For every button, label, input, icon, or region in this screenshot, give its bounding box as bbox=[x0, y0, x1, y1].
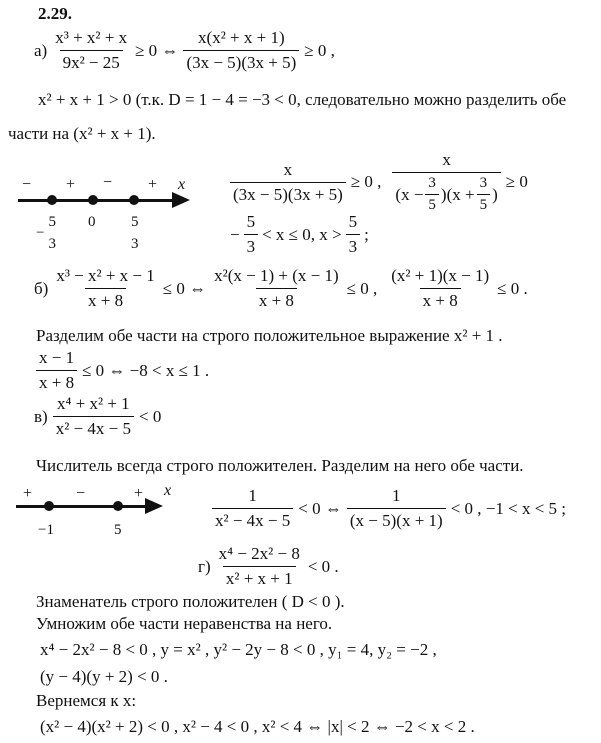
numerator: x bbox=[442, 150, 451, 169]
part-b-equation bbox=[34, 266, 528, 311]
numerator: x(x² + x + 1) bbox=[198, 28, 285, 47]
sign-label: + bbox=[148, 176, 158, 193]
relation: ≥ 0 , bbox=[304, 40, 335, 60]
sign-label: − bbox=[76, 485, 86, 502]
relation: ≤ 0 , bbox=[346, 278, 378, 298]
denominator: 3 bbox=[128, 233, 142, 253]
point bbox=[47, 195, 57, 205]
sign-label: − bbox=[22, 176, 32, 193]
part-g-text3: Вернемся к x: bbox=[36, 691, 137, 710]
part-a-note-line2: части на (x² + x + 1). bbox=[8, 124, 156, 143]
denominator bbox=[392, 172, 500, 214]
part-g-label: г) bbox=[198, 556, 211, 576]
relation: < 0 bbox=[138, 406, 162, 426]
sign-label: + bbox=[23, 485, 33, 502]
answer-text: ≤ 0 ⇔ −8 < x ≤ 1 . bbox=[82, 360, 210, 380]
relation: ≥ 0 , bbox=[350, 172, 382, 191]
numerator: 5 bbox=[48, 214, 56, 230]
relation: < 0 ⇔ bbox=[298, 498, 342, 518]
part-g-text1: Знаменатель строго положителен ( D < 0 ). bbox=[36, 592, 345, 611]
part-g-line3: (x² − 4)(x² + 2) < 0 , x² − 4 < 0 , x² < 4 ⇔ |x| < 2 ⇔ −2 < x < 2 . bbox=[40, 717, 475, 736]
denominator: x + 8 bbox=[36, 370, 77, 393]
denominator: 5 bbox=[477, 194, 491, 214]
minus-sign: − bbox=[230, 224, 240, 244]
numerator: 1 bbox=[392, 486, 401, 505]
axis-label: x bbox=[178, 176, 186, 193]
numerator: 3 bbox=[479, 175, 488, 191]
text: ) bbox=[492, 184, 498, 204]
fraction bbox=[52, 28, 130, 73]
relation: ≥ 0 ⇔ bbox=[135, 40, 179, 60]
part-a-note-line1: x² + x + 1 > 0 (т.к. D = 1 − 4 = −3 < 0, следовательно можно разделить обе bbox=[38, 90, 567, 109]
part-a-equation bbox=[34, 28, 335, 73]
relation: ≥ 0 bbox=[505, 172, 528, 191]
denominator: (3x − 5)(3x + 5) bbox=[183, 50, 299, 73]
part-g-equation bbox=[198, 544, 339, 589]
point bbox=[113, 501, 123, 511]
point-label bbox=[36, 214, 59, 253]
denominator: 9x² − 25 bbox=[60, 50, 123, 73]
point-label: 5 bbox=[114, 522, 122, 538]
point-label bbox=[128, 214, 142, 253]
relation: ≤ 0 ⇔ bbox=[162, 278, 207, 298]
relation: < 0 , −1 < x < 5 ; bbox=[450, 498, 567, 518]
point bbox=[44, 501, 54, 511]
part-g-text2: Умножим обе части неравенства на него. bbox=[36, 614, 333, 633]
denominator: x² + x + 1 bbox=[223, 566, 296, 589]
denominator: x + 8 bbox=[420, 288, 461, 311]
sign-label: − bbox=[103, 174, 113, 191]
arrow-icon bbox=[172, 192, 190, 208]
numerator: x bbox=[283, 159, 293, 179]
axis-label: x bbox=[164, 482, 172, 499]
part-g-line1: x⁴ − 2x² − 8 < 0 , y = x² , y² − 2y − 8 < 0 , y₁ = 4, y₂ = −2 , bbox=[40, 640, 437, 659]
sign-label: + bbox=[134, 485, 144, 502]
relation: < 0 . bbox=[307, 556, 339, 576]
part-a-step bbox=[230, 150, 528, 214]
text: (x − bbox=[395, 184, 424, 204]
part-a-answer bbox=[230, 212, 369, 257]
axis-line bbox=[16, 505, 151, 508]
relation: ≤ 0 . bbox=[497, 278, 528, 298]
part-b-label: б) bbox=[34, 278, 49, 298]
numerator: x³ + x² + x bbox=[55, 28, 128, 47]
denominator: x + 8 bbox=[85, 288, 126, 311]
numerator: x³ − x² + x − 1 bbox=[56, 266, 155, 285]
part-b-text: Разделим обе части на строго положительное выражение x² + 1 . bbox=[36, 326, 503, 345]
arrow-icon bbox=[145, 498, 163, 514]
numerator: 5 bbox=[348, 212, 358, 231]
numerator: x⁴ − 2x² − 8 bbox=[218, 544, 300, 563]
part-b-result bbox=[36, 348, 209, 393]
numerator: 3 bbox=[428, 175, 436, 191]
fraction bbox=[230, 160, 346, 205]
text: )(x + bbox=[440, 184, 475, 204]
denominator: x + 8 bbox=[256, 288, 297, 311]
point bbox=[129, 195, 139, 205]
point bbox=[88, 195, 98, 205]
numerator: 5 bbox=[246, 212, 256, 231]
part-v-text: Числитель всегда строго положителен. Разделим на него обе части. bbox=[36, 456, 524, 475]
answer-text: ; bbox=[364, 224, 369, 244]
part-v-equation bbox=[34, 394, 161, 439]
numerator: 5 bbox=[131, 214, 139, 230]
numerator: 1 bbox=[248, 486, 257, 505]
part-g-line2: (y − 4)(y + 2) < 0 . bbox=[40, 667, 168, 686]
denominator: 3 bbox=[244, 234, 259, 257]
problem-number: 2.29. bbox=[38, 4, 72, 23]
axis-line bbox=[18, 199, 178, 202]
numerator: x − 1 bbox=[39, 348, 75, 367]
numerator: x²(x − 1) + (x − 1) bbox=[214, 266, 339, 285]
part-a-label: а) bbox=[34, 40, 48, 60]
denominator: 3 bbox=[346, 234, 361, 257]
point-label: 0 bbox=[88, 214, 96, 230]
numerator: x⁴ + x² + 1 bbox=[56, 394, 130, 413]
denominator: 3 bbox=[45, 233, 59, 253]
fraction bbox=[392, 150, 500, 214]
denominator: 5 bbox=[425, 194, 439, 214]
denominator: (x − 5)(x + 1) bbox=[347, 508, 446, 531]
fraction bbox=[183, 28, 299, 73]
minus-sign: − bbox=[36, 225, 45, 241]
denominator: x² − 4x − 5 bbox=[53, 416, 134, 439]
numerator: (x² + 1)(x − 1) bbox=[391, 266, 490, 285]
part-v-step bbox=[212, 486, 566, 531]
point-label: −1 bbox=[38, 522, 54, 538]
part-v-label: в) bbox=[34, 406, 48, 426]
denominator: x² − 4x − 5 bbox=[212, 508, 293, 531]
answer-text: < x ≤ 0, x > bbox=[262, 224, 342, 244]
sign-label: + bbox=[66, 176, 76, 193]
denominator: (3x − 5)(3x + 5) bbox=[230, 182, 346, 205]
